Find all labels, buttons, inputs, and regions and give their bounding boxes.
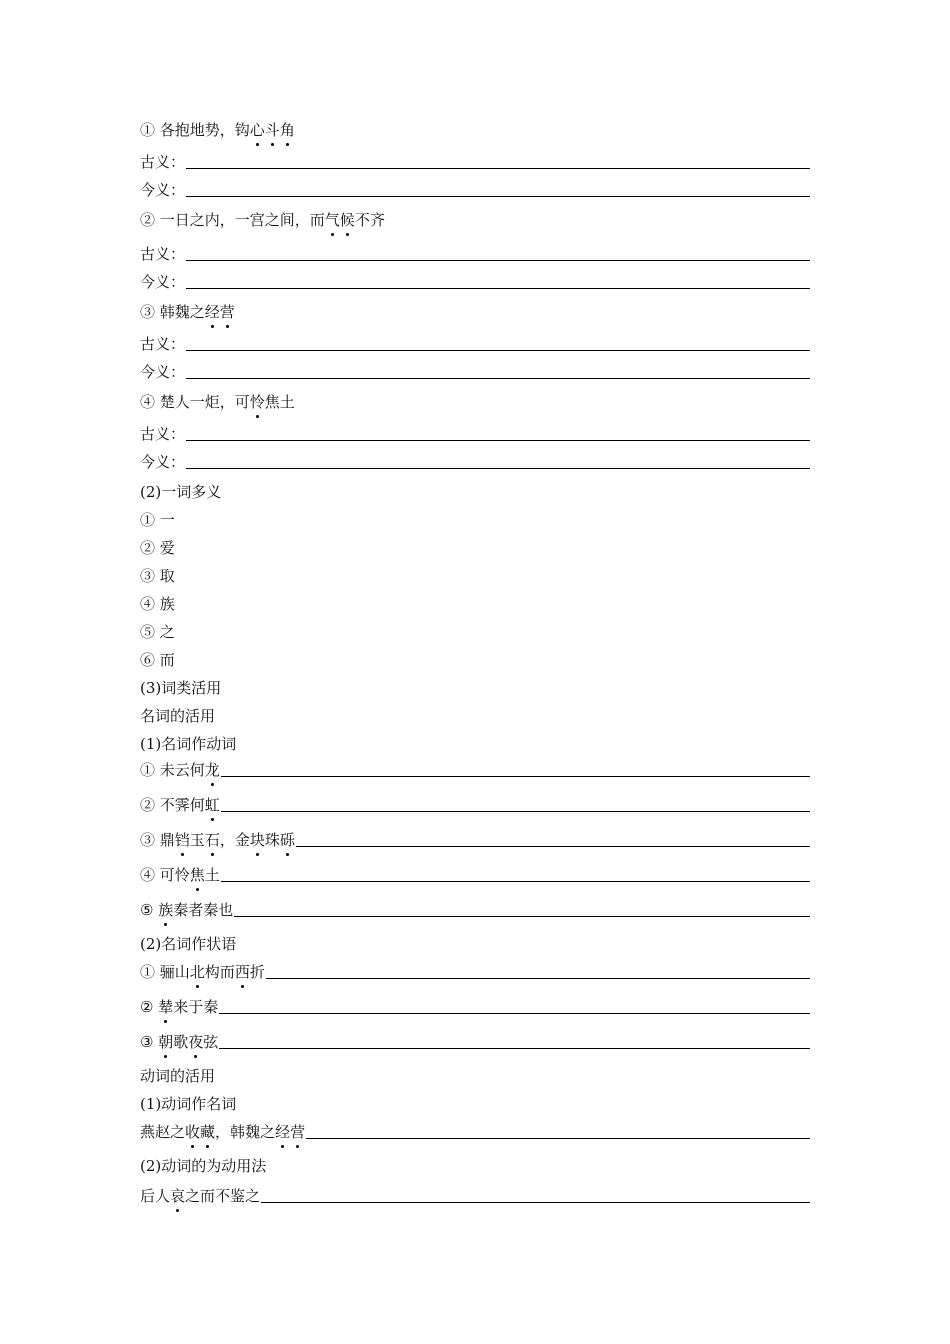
text-segment: ① 一 [140, 511, 175, 529]
emphasis-dotted-char: 虹 [204, 796, 220, 814]
line-text [140, 392, 295, 412]
text-line [140, 210, 810, 230]
text-segment: ④ 楚人一炬，可 [140, 393, 250, 411]
answer-blank-underline[interactable] [296, 846, 810, 847]
answer-blank-underline[interactable] [221, 811, 810, 812]
line-text [140, 120, 295, 140]
line-text [140, 424, 185, 444]
answer-blank-underline[interactable] [186, 168, 810, 169]
worksheet-page [140, 0, 810, 1344]
text-segment: ① 骊山 [140, 963, 190, 981]
text-segment: 动词的活用 [140, 1067, 216, 1085]
text-line [140, 622, 810, 642]
text-segment: ③ 韩魏之 [140, 303, 205, 321]
text-segment: 燕赵之 [140, 1123, 186, 1141]
text-segment: 土 [204, 866, 220, 884]
text-segment: 今义： [140, 363, 186, 381]
answer-blank-underline[interactable] [186, 288, 810, 289]
line-text [140, 865, 220, 885]
fill-in-line [140, 760, 810, 780]
line-text [140, 830, 295, 850]
answer-blank-underline[interactable] [186, 378, 810, 379]
text-segment: 折 [249, 963, 265, 981]
text-segment: ② 爱 [140, 539, 175, 557]
text-segment: (3)词类活用 [140, 679, 222, 697]
line-text [140, 997, 218, 1017]
line-text [140, 210, 385, 230]
text-segment: 后人 [140, 1187, 171, 1205]
line-text [140, 334, 185, 354]
line-text [140, 962, 265, 982]
fill-in-line [140, 795, 810, 815]
text-segment: 歌 [173, 1033, 189, 1051]
text-line [140, 392, 810, 412]
line-text [140, 566, 175, 586]
answer-blank-underline[interactable] [186, 468, 810, 469]
fill-in-line [140, 452, 810, 472]
line-text [140, 452, 185, 472]
text-line [140, 120, 810, 140]
fill-in-line [140, 244, 810, 264]
line-text [140, 678, 221, 698]
emphasis-dotted-char: 砾 [279, 831, 295, 849]
text-line [140, 302, 810, 322]
emphasis-dotted-char: 北 [189, 963, 205, 981]
fill-in-line [140, 865, 810, 885]
line-text [140, 244, 185, 264]
answer-blank-underline[interactable] [221, 776, 810, 777]
text-segment: ⑤ [140, 901, 159, 919]
line-text [140, 622, 175, 642]
emphasis-dotted-char: 怜 [249, 393, 265, 411]
emphasis-dotted-char: 藏 [200, 1123, 216, 1141]
emphasis-dotted-char: 斗 [264, 121, 280, 139]
answer-blank-underline[interactable] [186, 260, 810, 261]
fill-in-line [140, 362, 810, 382]
text-segment: 今义： [140, 181, 186, 199]
fill-in-line [140, 272, 810, 292]
line-text [140, 1186, 260, 1206]
text-segment: (1)动词作名词 [140, 1095, 237, 1113]
text-segment: 名词的活用 [140, 707, 216, 725]
answer-blank-underline[interactable] [234, 916, 810, 917]
emphasis-dotted-char: 经 [204, 303, 220, 321]
emphasis-dotted-char: 营 [290, 1123, 306, 1141]
line-text [140, 795, 220, 815]
fill-in-line [140, 962, 810, 982]
answer-blank-underline[interactable] [186, 196, 810, 197]
text-segment: ③ 鼎 [140, 831, 175, 849]
emphasis-dotted-char: 焦 [189, 866, 205, 884]
line-text [140, 1032, 218, 1052]
emphasis-dotted-char: 石 [204, 831, 220, 849]
text-segment: 古义： [140, 153, 186, 171]
answer-blank-underline[interactable] [219, 1048, 810, 1049]
fill-in-line [140, 830, 810, 850]
emphasis-dotted-char: 候 [339, 211, 355, 229]
text-line [140, 1156, 810, 1176]
line-text [140, 650, 175, 670]
text-segment: ③ [140, 1033, 159, 1051]
emphasis-dotted-char: 铛 [174, 831, 190, 849]
line-text [140, 900, 233, 920]
text-segment: 不齐 [354, 211, 385, 229]
text-line [140, 934, 810, 954]
text-line [140, 538, 810, 558]
text-line [140, 510, 810, 530]
fill-in-line [140, 900, 810, 920]
text-segment: ① 各抱地势，钩 [140, 121, 250, 139]
fill-in-line [140, 152, 810, 172]
line-text [140, 760, 220, 780]
line-text [140, 538, 175, 558]
answer-blank-underline[interactable] [306, 1138, 810, 1139]
text-line [140, 678, 810, 698]
text-segment: ④ 可怜 [140, 866, 190, 884]
text-line [140, 706, 810, 726]
emphasis-dotted-char: 夜 [188, 1033, 204, 1051]
line-text [140, 510, 175, 530]
line-text [140, 706, 215, 726]
text-segment: ⑤ 之 [140, 623, 175, 641]
fill-in-line [140, 1122, 810, 1142]
line-text [140, 934, 236, 954]
line-text [140, 180, 185, 200]
line-text [140, 1094, 236, 1114]
line-text [140, 734, 236, 754]
line-text [140, 1122, 305, 1142]
line-text [140, 302, 235, 322]
text-segment: 玉 [189, 831, 205, 849]
text-segment: ② 不霁何 [140, 796, 205, 814]
text-segment: 古义： [140, 335, 186, 353]
text-segment: (1)名词作动词 [140, 735, 237, 753]
text-line [140, 594, 810, 614]
text-segment: 焦土 [264, 393, 295, 411]
text-segment: (2)名词作状语 [140, 935, 237, 953]
emphasis-dotted-char: 块 [249, 831, 265, 849]
text-segment: 秦者秦也 [173, 901, 234, 919]
text-segment: 来于秦 [173, 998, 219, 1016]
fill-in-line [140, 180, 810, 200]
line-text [140, 1156, 266, 1176]
line-text [140, 594, 175, 614]
text-segment: ④ 族 [140, 595, 175, 613]
text-segment: 之而不鉴之 [185, 1187, 261, 1205]
text-segment: (2)一词多义 [140, 483, 222, 501]
emphasis-dotted-char: 哀 [170, 1187, 186, 1205]
text-segment: ① 未云何 [140, 761, 205, 779]
text-line [140, 734, 810, 754]
text-segment: 今义： [140, 273, 186, 291]
answer-blank-underline[interactable] [221, 881, 810, 882]
fill-in-line [140, 334, 810, 354]
text-segment: 弦 [203, 1033, 219, 1051]
emphasis-dotted-char: 朝 [158, 1033, 174, 1051]
text-line [140, 1094, 810, 1114]
emphasis-dotted-char: 经 [275, 1123, 291, 1141]
text-segment: 古义： [140, 245, 186, 263]
text-segment: ② [140, 998, 159, 1016]
emphasis-dotted-char: 族 [158, 901, 174, 919]
line-text [140, 362, 185, 382]
text-segment: ，韩魏之 [215, 1123, 276, 1141]
emphasis-dotted-char: 营 [219, 303, 235, 321]
text-segment: 古义： [140, 425, 186, 443]
text-segment: 珠 [264, 831, 280, 849]
text-line [140, 650, 810, 670]
emphasis-dotted-char: 辇 [158, 998, 174, 1016]
text-line [140, 566, 810, 586]
answer-blank-underline[interactable] [266, 978, 810, 979]
text-line [140, 482, 810, 502]
emphasis-dotted-char: 西 [234, 963, 250, 981]
line-text [140, 152, 185, 172]
emphasis-dotted-char: 心 [249, 121, 265, 139]
fill-in-line [140, 1032, 810, 1052]
text-segment: (2)动词的为动用法 [140, 1157, 267, 1175]
answer-blank-underline[interactable] [261, 1202, 810, 1203]
line-text [140, 272, 185, 292]
line-text [140, 1066, 215, 1086]
fill-in-line [140, 997, 810, 1017]
emphasis-dotted-char: 角 [279, 121, 295, 139]
emphasis-dotted-char: 收 [185, 1123, 201, 1141]
text-segment: ② 一日之内，一宫之间，而 [140, 211, 325, 229]
fill-in-line [140, 1186, 810, 1206]
text-segment: 今义： [140, 453, 186, 471]
answer-blank-underline[interactable] [186, 440, 810, 441]
text-segment: ③ 取 [140, 567, 175, 585]
line-text [140, 482, 221, 502]
emphasis-dotted-char: 龙 [204, 761, 220, 779]
fill-in-line [140, 424, 810, 444]
text-segment: ，金 [219, 831, 250, 849]
emphasis-dotted-char: 气 [324, 211, 340, 229]
text-segment: 构而 [204, 963, 235, 981]
answer-blank-underline[interactable] [186, 350, 810, 351]
answer-blank-underline[interactable] [219, 1013, 810, 1014]
text-segment: ⑥ 而 [140, 651, 175, 669]
text-line [140, 1066, 810, 1086]
